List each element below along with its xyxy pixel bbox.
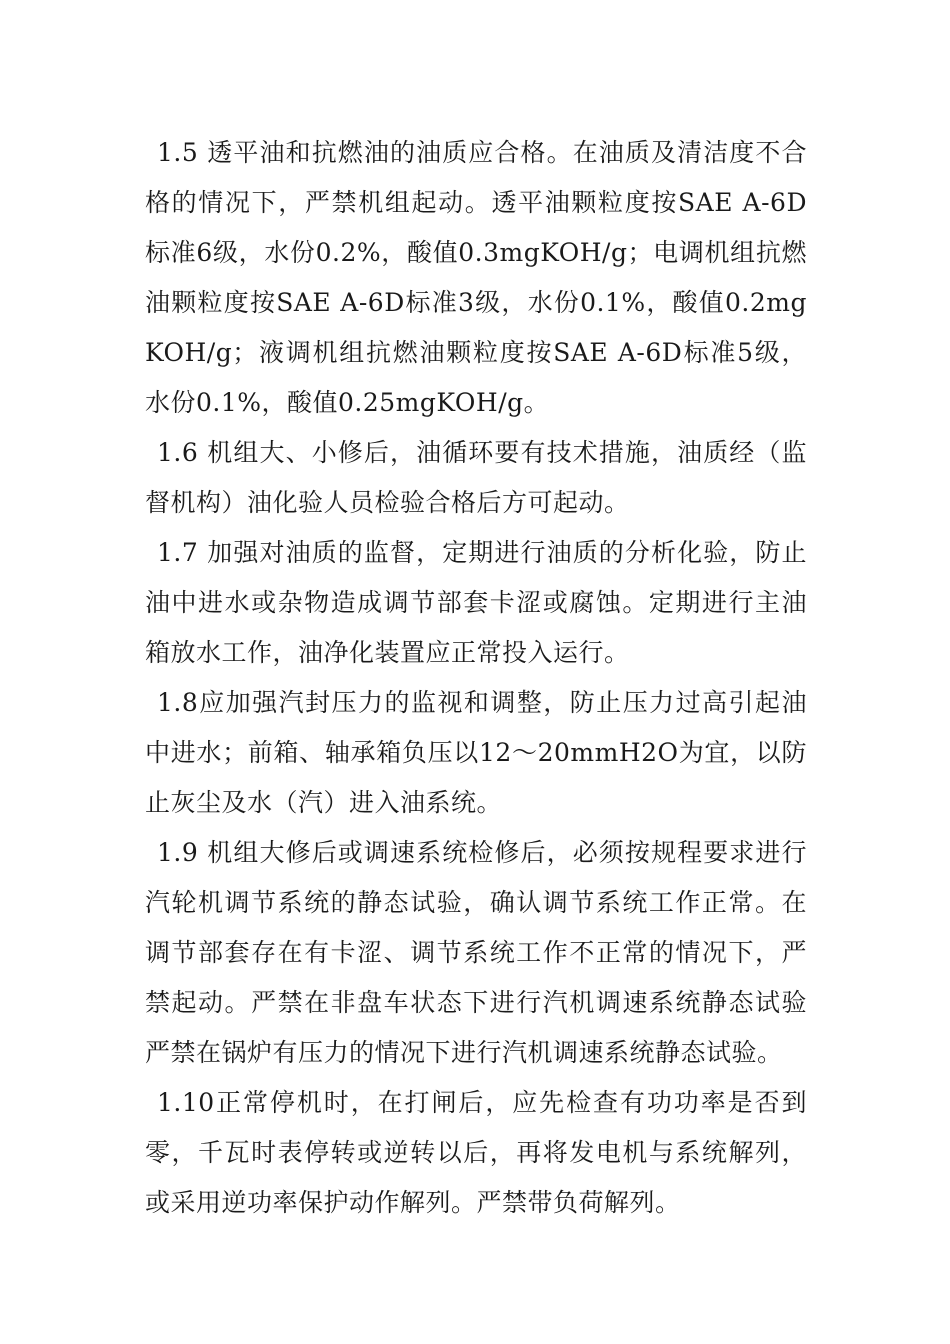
paragraph-1-8: 1.8应加强汽封压力的监视和调整，防止压力过高引起油中进水；前箱、轴承箱负压以12～20mmH2O为宜，以防止灰尘及水（汽）进入油系统。 — [145, 688, 807, 817]
paragraph-1-9: 1.9 机组大修后或调速系统检修后，必须按规程要求进行汽轮机调节系统的静态试验，确认调节系统工作正常。在调节部套存在有卡涩、调节系统工作不正常的情况下，严禁起动。严禁在非盘车状态下进行汽机调速系统静态试验严禁在锅炉有压力的情况下进行汽机调速系统静态试验。 — [145, 838, 807, 1067]
document-body — [145, 128, 807, 1228]
paragraph-1-5: 1.5 透平油和抗燃油的油质应合格。在油质及清洁度不合格的情况下，严禁机组起动。透平油颗粒度按SAE A-6D标准6级，水份0.2%，酸值0.3mgKOH/g；电调机组抗燃油颗粒度按SAE A-6D标准3级，水份0.1%，酸值0.2mgKOH/g；液调机组抗燃油颗粒度按SAE A-6D标准5级，水份0.1%，酸值0.25mgKOH/g。 — [145, 138, 807, 417]
paragraph-1-7: 1.7 加强对油质的监督，定期进行油质的分析化验，防止油中进水或杂物造成调节部套卡涩或腐蚀。定期进行主油箱放水工作，油净化装置应正常投入运行。 — [145, 538, 807, 667]
paragraph-1-6: 1.6 机组大、小修后，油循环要有技术措施，油质经（监督机构）油化验人员检验合格后方可起动。 — [145, 438, 807, 517]
paragraph-1-10: 1.10正常停机时，在打闸后，应先检查有功功率是否到零，千瓦时表停转或逆转以后，再将发电机与系统解列，或采用逆功率保护动作解列。严禁带负荷解列。 — [145, 1088, 807, 1217]
